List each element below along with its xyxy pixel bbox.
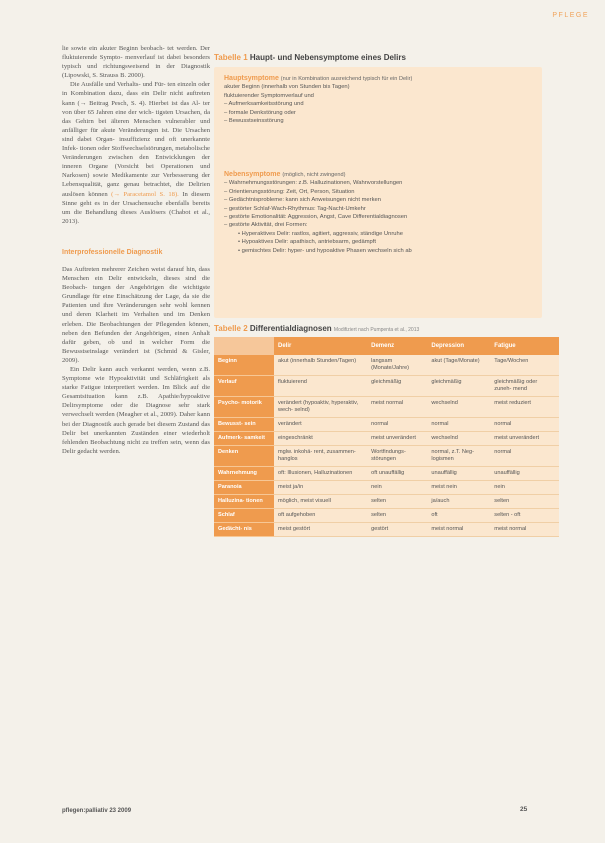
column-header: Delir bbox=[274, 337, 367, 355]
table-cell: selten bbox=[367, 495, 427, 509]
column-header: Fatigue bbox=[490, 337, 559, 355]
table-cell: meist ja/in bbox=[274, 481, 367, 495]
page-number: 25 bbox=[520, 806, 528, 813]
table-cell: meist normal bbox=[427, 523, 490, 537]
table-cell: normal, z.T. Neg- logismen bbox=[427, 446, 490, 467]
main-symptoms-list bbox=[224, 83, 534, 125]
running-head: PFLEGE bbox=[552, 12, 589, 19]
row-header: Bewusst- sein bbox=[214, 418, 274, 432]
paragraph-text: In diesem Sinne geht es in der Ursachensuche ebenfalls bereits um die Behandlung dieses Auslösers (Chabot et al., 2013). bbox=[62, 190, 210, 225]
table-row bbox=[214, 467, 559, 481]
row-header: Schlaf bbox=[214, 509, 274, 523]
table-cell: verändert (hypoaktiv, hyperaktiv, wech- selnd) bbox=[274, 397, 367, 418]
paragraph-text: Die Ausfälle und Verhalts- und Für- ten einzeln oder in Kombination dazu, dass ein Delir nicht auftreten kann (→ Beitrag Pesch, S. 4). Hierbei ist das Al- ter von über 65 Jahren eine der wich- tigsten Ursachen, da das Gehirn bei älteren Menschen vulnerabler und anfälliger für akute Veränderungen ist. Die Ursachen sind dabei Organ- insuffizienz und oft unerkannte Infek- tionen oder Stoffwechselstörungen, metabolische Veränderungen zwischen den Entwicklungen der inneren Organe (Vorsicht bei Operationen und Narkosen) sowie Medikamente zur Verbesserung der Lebensqualität, ganz genau betrachtet, die Delirien auslösen können bbox=[62, 81, 210, 198]
list-item: • Hyperaktives Delir: rastlos, agitiert, aggressiv, ständige Unruhe bbox=[238, 230, 403, 237]
table-cell: normal bbox=[490, 418, 559, 432]
table-corner-cell bbox=[214, 337, 274, 355]
table-cell: Tage/Wochen bbox=[490, 355, 559, 376]
heading-text: Nebensymptome bbox=[224, 171, 281, 178]
table-cell: gleichmäßig bbox=[367, 376, 427, 397]
paragraph: Das Auftreten mehrerer Zeichen weist darauf hin, dass Menschen ein Delir entwickeln, dieses sind die Beobach- tungen der Angehörigen die wichtigste Grundlage für eine Einschätzung der Lage, da sie die Patienten und ihre Veränderungen sehr wohl kennen und deren Klarheit im Verhalten und im Denken erleben. Die Beobachtungen der Pflegenden können, neben den Befunden der Angehörigen, einen Anhalt dafür geben, ob und in welcher Form die Bewusstseinslage verändert ist (Schmid & Gisler, 2009). bbox=[62, 265, 210, 364]
table-cell: wechselnd bbox=[427, 432, 490, 446]
side-symptoms-heading bbox=[224, 171, 534, 179]
section-heading: Interprofessionelle Diagnostik bbox=[62, 248, 163, 256]
table-cell: nein bbox=[490, 481, 559, 495]
list-item: fluktuierender Symptomverlauf und bbox=[224, 92, 314, 99]
table2-title bbox=[214, 324, 419, 333]
table-row bbox=[214, 481, 559, 495]
table-cell: mglw. inkohä- rent, zusammen- hanglos bbox=[274, 446, 367, 467]
list-item: – Aufmerksamkeitsstörung und bbox=[224, 101, 304, 108]
list-item: – gestörte Aktivität, drei Formen: bbox=[224, 222, 308, 229]
table-cell: selten bbox=[490, 495, 559, 509]
side-symptoms-section bbox=[224, 171, 534, 255]
table-source: Modifiziert nach Pumpenta et al., 2013 bbox=[333, 327, 420, 333]
row-header: Verlauf bbox=[214, 376, 274, 397]
row-header: Beginn bbox=[214, 355, 274, 376]
table-cell: meist normal bbox=[367, 397, 427, 418]
table-cell: unauffällig bbox=[427, 467, 490, 481]
list-item: – Orientierungsstörung: Zeit, Ort, Person, Situation bbox=[224, 188, 355, 195]
table-row bbox=[214, 418, 559, 432]
differential-diagnosis-table bbox=[214, 337, 559, 537]
column-header: Demenz bbox=[367, 337, 427, 355]
table-cell: ja/auch bbox=[427, 495, 490, 509]
main-symptoms-heading bbox=[224, 75, 534, 83]
table-cell: gleichmäßig bbox=[427, 376, 490, 397]
table-cell: verändert bbox=[274, 418, 367, 432]
table-header-row bbox=[214, 337, 559, 355]
table-row bbox=[214, 376, 559, 397]
table-cell: meist nein bbox=[427, 481, 490, 495]
table-cell: unauffällig bbox=[490, 467, 559, 481]
table-cell: akut (Tage/Monate) bbox=[427, 355, 490, 376]
row-header: Gedächt- nis bbox=[214, 523, 274, 537]
table-cell: meist normal bbox=[490, 523, 559, 537]
paragraph bbox=[62, 80, 210, 226]
table-cell: meist unverändert bbox=[490, 432, 559, 446]
row-header: Psycho- motorik bbox=[214, 397, 274, 418]
paragraph: lie sowie ein akuter Beginn beobach- tet werden. Der fluktuierende Sympto- menverlauf ist dabei besonders typisch und richtungsweisend in der Diagnostik (Lipowski, S. Strauss B. 2000). bbox=[62, 45, 210, 80]
row-header: Denken bbox=[214, 446, 274, 467]
left-column-text bbox=[62, 44, 210, 456]
paragraph: Ein Delir kann auch verkannt werden, wenn z.B. Symptome wie Hypoaktivität und Schläfrigkeit als starke Fatigue interpretiert werden. Im Blick auf die Gesamtsituation kann z.B. Apathie/hypoaktive Delirsymptome oder die Diagnose sehr stark verwechselt werden (Meagher et al., 2009). Daher kann bei der Diagnostik auch gerade bei diesem Zustand das Delir bei unerkannten Zuständen einer wiederholt fehlenden Beobachtung nicht zu treffen sein, wenn das Delir gedacht werden. bbox=[62, 366, 210, 455]
table-row bbox=[214, 432, 559, 446]
table-cell: meist unverändert bbox=[367, 432, 427, 446]
table-cell: oft unauffällig bbox=[367, 467, 427, 481]
heading-text: Hauptsymptome bbox=[224, 75, 279, 82]
table-cell: gleichmäßig oder zuneh- mend bbox=[490, 376, 559, 397]
activity-forms-list bbox=[224, 230, 534, 255]
list-item: • gemischtes Delir: hyper- und hypoaktive Phasen wechseln sich ab bbox=[238, 247, 412, 254]
table-row bbox=[214, 495, 559, 509]
list-item: – Bewusstseinsstörung bbox=[224, 118, 284, 125]
table-cell: gestört bbox=[367, 523, 427, 537]
table-cell: eingeschränkt bbox=[274, 432, 367, 446]
table-number: Tabelle 2 bbox=[214, 324, 248, 333]
side-symptoms-list bbox=[224, 179, 534, 229]
journal-footer: pflegen:palliativ 23 2009 bbox=[62, 808, 132, 814]
table-row bbox=[214, 355, 559, 376]
table-cell: normal bbox=[490, 446, 559, 467]
list-item: • Hypoaktives Delir: apathisch, antriebsarm, gedämpft bbox=[238, 239, 376, 246]
row-header: Wahrnehmung bbox=[214, 467, 274, 481]
table-row bbox=[214, 523, 559, 537]
table-cell: oft bbox=[427, 509, 490, 523]
row-header: Paranoia bbox=[214, 481, 274, 495]
list-item: – gestörte Emotionalität: Aggression, Angst, Cave Differentialdiagnosen bbox=[224, 214, 408, 221]
column-header: Depression bbox=[427, 337, 490, 355]
table-cell: wechselnd bbox=[427, 397, 490, 418]
list-item: – Gedächtnisprobleme: kann sich Anweisungen nicht merken bbox=[224, 197, 381, 204]
list-item: – Wahrnehmungsstörungen: z.B. Halluzinationen, Wahnvorstellungen bbox=[224, 180, 403, 187]
table-title-text: Differentialdiagnosen bbox=[249, 324, 332, 333]
table-cell: nein bbox=[367, 481, 427, 495]
table-cell: Wortfindungs- störungen bbox=[367, 446, 427, 467]
table-cell: selten bbox=[367, 509, 427, 523]
table-cell: normal bbox=[367, 418, 427, 432]
table-cell: selten - oft bbox=[490, 509, 559, 523]
table-cell: fluktuierend bbox=[274, 376, 367, 397]
table-title-text: Haupt- und Nebensymptome eines Delirs bbox=[249, 53, 406, 62]
table-row bbox=[214, 397, 559, 418]
table-row bbox=[214, 509, 559, 523]
cross-reference: (→ Paracetamol S. 18). bbox=[111, 190, 179, 198]
table-cell: meist reduziert bbox=[490, 397, 559, 418]
heading-note: (möglich, nicht zwingend) bbox=[282, 172, 346, 178]
table-number: Tabelle 1 bbox=[214, 53, 248, 62]
main-symptoms-section bbox=[224, 75, 534, 125]
table-cell: langsam (Monate/Jahre) bbox=[367, 355, 427, 376]
row-header: Aufmerk- samkeit bbox=[214, 432, 274, 446]
table-cell: normal bbox=[427, 418, 490, 432]
table-cell: oft: Illusionen, Halluzinationen bbox=[274, 467, 367, 481]
table-row bbox=[214, 446, 559, 467]
row-header: Halluzina- tionen bbox=[214, 495, 274, 509]
list-item: – formale Denkstörung oder bbox=[224, 109, 296, 116]
table-cell: akut (innerhalb Stunden/Tagen) bbox=[274, 355, 367, 376]
list-item: akuter Beginn (innerhalb von Stunden bis Tagen) bbox=[224, 84, 350, 91]
table-cell: meist gestört bbox=[274, 523, 367, 537]
list-item: – gestörter Schlaf-Wach-Rhythmus: Tag-Nacht-Umkehr bbox=[224, 205, 366, 212]
table1-title bbox=[214, 53, 406, 62]
table-cell: oft aufgehoben bbox=[274, 509, 367, 523]
table-cell: möglich, meist visuell bbox=[274, 495, 367, 509]
heading-note: (nur in Kombination ausreichend typisch für ein Delir) bbox=[280, 76, 413, 82]
table1-box bbox=[214, 67, 542, 318]
